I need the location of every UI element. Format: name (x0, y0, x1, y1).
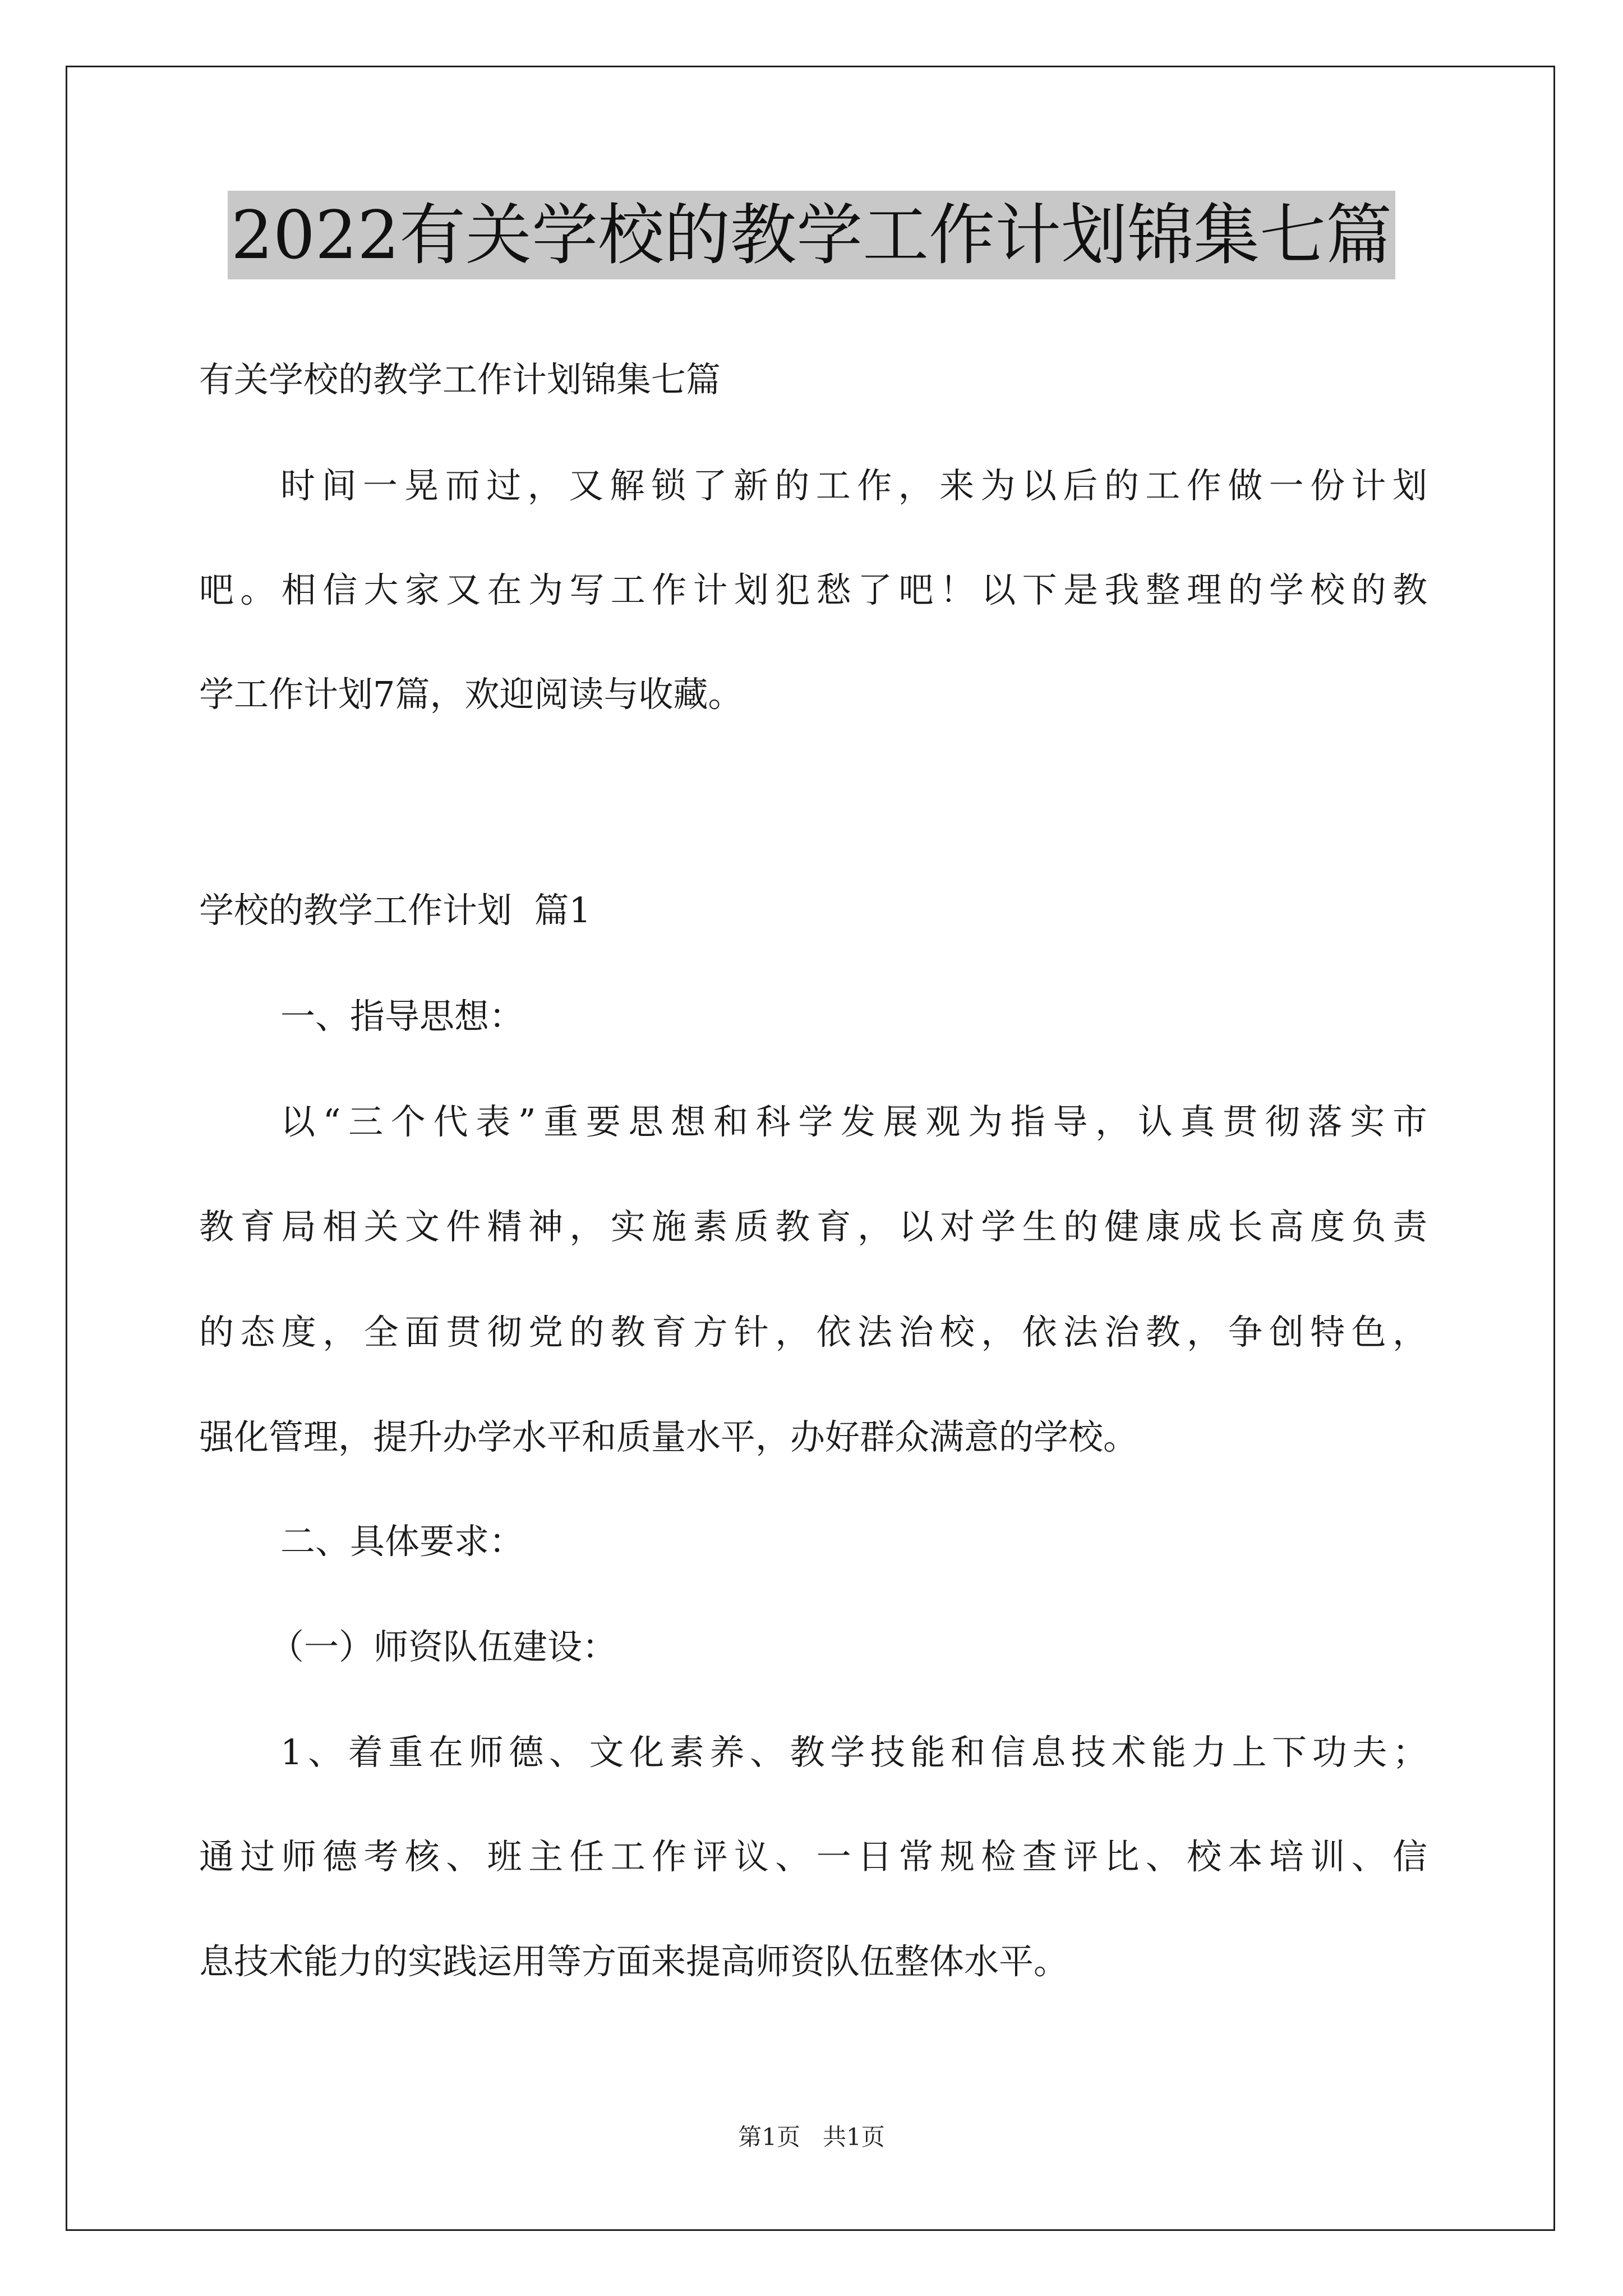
intro-paragraph-line-3: 学工作计划7篇，欢迎阅读与收藏。 (199, 674, 743, 715)
guiding-paragraph-line-3: 的态度，全面贯彻党的教育方针，依法治校，依法治教，争创特色， (199, 1312, 1427, 1352)
subtitle-line: 有关学校的教学工作计划锦集七篇 (199, 359, 721, 400)
item-paragraph-line-2: 通过师德考核、班主任工作评议、一日常规检查评比、校本培训、信 (199, 1836, 1427, 1877)
heading-guiding-thought: 一、指导思想： (280, 996, 524, 1037)
intro-paragraph-line-2: 吧。相信大家又在为写工作计划犯愁了吧！以下是我整理的学校的教 (199, 569, 1427, 610)
title-container (0, 191, 1623, 279)
item-paragraph-line-1: 1、着重在师德、文化素养、教学技能和信息技术能力上下功夫； (280, 1732, 1427, 1773)
guiding-paragraph-line-2: 教育局相关文件精神，实施素质教育，以对学生的健康成长高度负责 (199, 1206, 1427, 1247)
item-paragraph-line-3: 息技术能力的实践运用等方面来提高师资队伍整体水平。 (199, 1941, 1069, 1982)
heading-specific-requirements: 二、具体要求： (280, 1521, 524, 1562)
intro-paragraph-line-1: 时间一晃而过，又解锁了新的工作，来为以后的工作做一份计划 (280, 465, 1427, 506)
subheading-teacher-team: （一）师资队伍建设： (269, 1626, 617, 1667)
section-heading: 学校的教学工作计划 篇1 (199, 890, 591, 931)
page-footer: 第1页 共1页 (738, 2123, 885, 2151)
guiding-paragraph-line-1: 以“三个代表”重要思想和科学发展观为指导，认真贯彻落实市 (280, 1101, 1427, 1142)
document-title: 2022有关学校的教学工作计划锦集七篇 (228, 191, 1395, 279)
guiding-paragraph-line-4: 强化管理，提升办学水平和质量水平，办好群众满意的学校。 (199, 1416, 1138, 1457)
